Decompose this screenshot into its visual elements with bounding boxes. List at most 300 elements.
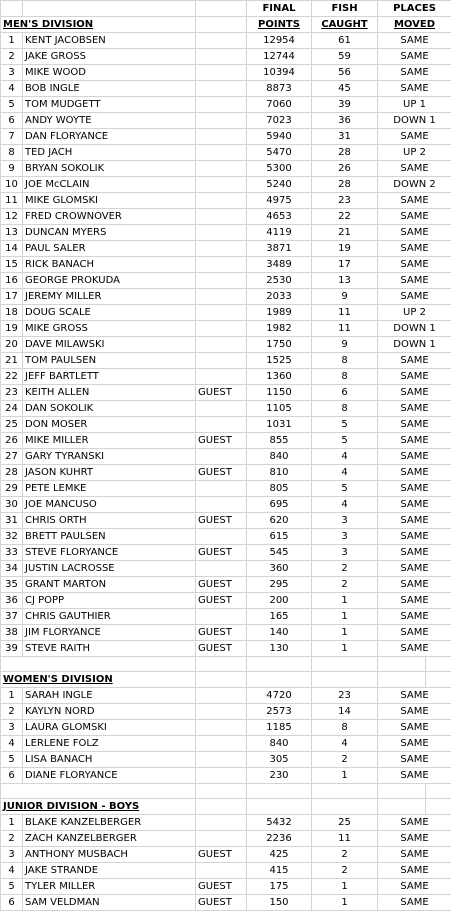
blank-cell	[247, 657, 312, 672]
points-cell: 545	[247, 545, 312, 561]
name-cell: BRETT PAULSEN	[23, 529, 196, 545]
name-cell: TOM MUDGETT	[23, 97, 196, 113]
fish-cell: 59	[312, 49, 378, 65]
blank-cell	[426, 799, 451, 815]
rank-cell: 24	[1, 401, 23, 417]
rank-cell: 6	[1, 113, 23, 129]
points-cell: 840	[247, 736, 312, 752]
rank-cell: 39	[1, 641, 23, 657]
guest-cell	[196, 225, 247, 241]
blank-cell	[426, 672, 451, 688]
table-row	[1, 625, 451, 641]
blank-cell	[312, 784, 378, 799]
guest-cell	[196, 353, 247, 369]
points-cell: 2033	[247, 289, 312, 305]
guest-cell	[196, 289, 247, 305]
guest-cell	[196, 177, 247, 193]
fish-cell: 5	[312, 481, 378, 497]
guest-cell	[196, 815, 247, 831]
table-row	[1, 305, 451, 321]
fish-cell: 1	[312, 609, 378, 625]
table-row	[1, 736, 451, 752]
rank-cell: 8	[1, 145, 23, 161]
header-blank-cell	[1, 1, 23, 17]
guest-cell	[196, 305, 247, 321]
moved-cell: SAME	[378, 449, 451, 465]
name-cell: GRANT MARTON	[23, 577, 196, 593]
name-cell: SARAH INGLE	[23, 688, 196, 704]
rank-cell: 4	[1, 81, 23, 97]
guest-cell	[196, 65, 247, 81]
blank-cell	[312, 657, 378, 672]
guest-cell	[196, 561, 247, 577]
name-cell: KENT JACOBSEN	[23, 33, 196, 49]
moved-cell: SAME	[378, 577, 451, 593]
blank-cell	[378, 784, 426, 799]
table-row	[1, 481, 451, 497]
guest-cell: GUEST	[196, 879, 247, 895]
rank-cell: 33	[1, 545, 23, 561]
guest-cell: GUEST	[196, 545, 247, 561]
moved-cell: DOWN 1	[378, 113, 451, 129]
table-row	[1, 895, 451, 911]
table-row	[1, 768, 451, 784]
moved-cell: SAME	[378, 497, 451, 513]
section-title: JUNIOR DIVISION - BOYS	[1, 799, 196, 815]
table-row	[1, 321, 451, 337]
table-row	[1, 257, 451, 273]
moved-cell: SAME	[378, 433, 451, 449]
moved-cell: SAME	[378, 49, 451, 65]
fish-cell: 2	[312, 561, 378, 577]
rank-cell: 2	[1, 831, 23, 847]
guest-cell	[196, 33, 247, 49]
fish-cell: 56	[312, 65, 378, 81]
name-cell: MIKE GLOMSKI	[23, 193, 196, 209]
name-cell: JUSTIN LACROSSE	[23, 561, 196, 577]
fish-cell: 19	[312, 241, 378, 257]
table-row	[1, 545, 451, 561]
rank-cell: 9	[1, 161, 23, 177]
rank-cell: 1	[1, 815, 23, 831]
fish-cell: 1	[312, 593, 378, 609]
rank-cell: 4	[1, 736, 23, 752]
blank-cell	[378, 672, 426, 688]
points-cell: 7060	[247, 97, 312, 113]
fish-cell: 31	[312, 129, 378, 145]
name-cell: DAN SOKOLIK	[23, 401, 196, 417]
fish-cell: 25	[312, 815, 378, 831]
guest-cell	[196, 768, 247, 784]
name-cell: CHRIS GAUTHIER	[23, 609, 196, 625]
moved-cell: SAME	[378, 193, 451, 209]
name-cell: FRED CROWNOVER	[23, 209, 196, 225]
rank-cell: 34	[1, 561, 23, 577]
header-row-2	[1, 17, 451, 33]
name-cell: JOE McCLAIN	[23, 177, 196, 193]
rank-cell: 16	[1, 273, 23, 289]
guest-cell: GUEST	[196, 513, 247, 529]
fish-cell: 2	[312, 847, 378, 863]
guest-cell: GUEST	[196, 465, 247, 481]
name-cell: PAUL SALER	[23, 241, 196, 257]
moved-cell: SAME	[378, 863, 451, 879]
rank-cell: 32	[1, 529, 23, 545]
table-row	[1, 33, 451, 49]
moved-cell: SAME	[378, 257, 451, 273]
guest-cell: GUEST	[196, 577, 247, 593]
name-cell: DOUG SCALE	[23, 305, 196, 321]
moved-cell: SAME	[378, 720, 451, 736]
table-row	[1, 417, 451, 433]
guest-cell	[196, 688, 247, 704]
points-cell: 295	[247, 577, 312, 593]
name-cell: KEITH ALLEN	[23, 385, 196, 401]
points-cell: 2530	[247, 273, 312, 289]
guest-cell	[196, 241, 247, 257]
guest-cell	[196, 369, 247, 385]
table-row	[1, 353, 451, 369]
moved-cell: SAME	[378, 895, 451, 911]
points-cell: 8873	[247, 81, 312, 97]
name-cell: DUNCAN MYERS	[23, 225, 196, 241]
moved-cell: SAME	[378, 641, 451, 657]
fish-header: FISH	[312, 1, 378, 17]
points-cell: 5432	[247, 815, 312, 831]
points-cell: 425	[247, 847, 312, 863]
points-cell: 5940	[247, 129, 312, 145]
name-cell: ANTHONY MUSBACH	[23, 847, 196, 863]
guest-cell	[196, 209, 247, 225]
guest-cell	[196, 113, 247, 129]
moved-cell: SAME	[378, 815, 451, 831]
rank-cell: 5	[1, 752, 23, 768]
moved-cell: SAME	[378, 401, 451, 417]
fish-cell: 28	[312, 145, 378, 161]
points-cell: 3871	[247, 241, 312, 257]
rank-cell: 3	[1, 847, 23, 863]
points-cell: 1185	[247, 720, 312, 736]
guest-cell: GUEST	[196, 385, 247, 401]
fish-cell: 36	[312, 113, 378, 129]
table-row	[1, 513, 451, 529]
rank-cell: 18	[1, 305, 23, 321]
table-row	[1, 641, 451, 657]
rank-cell: 2	[1, 49, 23, 65]
name-cell: SAM VELDMAN	[23, 895, 196, 911]
guest-cell	[196, 145, 247, 161]
guest-cell	[196, 497, 247, 513]
rank-cell: 3	[1, 65, 23, 81]
moved-cell: SAME	[378, 161, 451, 177]
blank-cell	[1, 784, 196, 799]
rank-cell: 25	[1, 417, 23, 433]
fish-cell: 22	[312, 209, 378, 225]
table-row	[1, 241, 451, 257]
table-row	[1, 561, 451, 577]
fish-cell: 8	[312, 369, 378, 385]
rank-cell: 13	[1, 225, 23, 241]
points-cell: 5470	[247, 145, 312, 161]
rank-cell: 30	[1, 497, 23, 513]
moved-cell: UP 2	[378, 305, 451, 321]
table-row	[1, 65, 451, 81]
rank-cell: 37	[1, 609, 23, 625]
table-row	[1, 688, 451, 704]
fish-cell: 8	[312, 720, 378, 736]
moved-cell: SAME	[378, 688, 451, 704]
moved-cell: SAME	[378, 225, 451, 241]
name-cell: BLAKE KANZELBERGER	[23, 815, 196, 831]
blank-cell	[426, 784, 451, 799]
name-cell: JEFF BARTLETT	[23, 369, 196, 385]
guest-cell: GUEST	[196, 433, 247, 449]
fish-cell: 4	[312, 736, 378, 752]
points-cell: 1525	[247, 353, 312, 369]
moved-cell: SAME	[378, 529, 451, 545]
moved-cell: UP 2	[378, 145, 451, 161]
moved-cell: SAME	[378, 768, 451, 784]
guest-cell	[196, 161, 247, 177]
fish-cell: 8	[312, 353, 378, 369]
moved-cell: SAME	[378, 353, 451, 369]
rank-cell: 6	[1, 768, 23, 784]
fish-cell: 1	[312, 895, 378, 911]
table-row	[1, 497, 451, 513]
guest-cell	[196, 129, 247, 145]
table-row	[1, 289, 451, 305]
points-cell: 4653	[247, 209, 312, 225]
name-cell: MIKE WOOD	[23, 65, 196, 81]
standings-body	[1, 1, 451, 911]
table-row	[1, 433, 451, 449]
rank-cell: 3	[1, 720, 23, 736]
name-cell: JAKE STRANDE	[23, 863, 196, 879]
moved-cell: SAME	[378, 513, 451, 529]
blank-cell	[196, 799, 247, 815]
table-row	[1, 593, 451, 609]
moved-cell: SAME	[378, 241, 451, 257]
table-row	[1, 609, 451, 625]
name-cell: GEORGE PROKUDA	[23, 273, 196, 289]
rank-cell: 35	[1, 577, 23, 593]
fish-cell: 1	[312, 625, 378, 641]
name-cell: JASON KUHRT	[23, 465, 196, 481]
moved-cell: SAME	[378, 369, 451, 385]
blank-cell	[247, 799, 312, 815]
moved-cell: DOWN 1	[378, 321, 451, 337]
table-row	[1, 193, 451, 209]
guest-cell	[196, 609, 247, 625]
points-cell: 140	[247, 625, 312, 641]
moved-cell: SAME	[378, 847, 451, 863]
name-cell: GARY TYRANSKI	[23, 449, 196, 465]
fish-cell: 11	[312, 305, 378, 321]
rank-cell: 28	[1, 465, 23, 481]
places-header: PLACES	[378, 1, 451, 17]
moved-cell: SAME	[378, 417, 451, 433]
table-row	[1, 465, 451, 481]
points-cell: 165	[247, 609, 312, 625]
guest-cell	[196, 273, 247, 289]
table-row	[1, 879, 451, 895]
table-row	[1, 337, 451, 353]
table-row	[1, 113, 451, 129]
table-row	[1, 369, 451, 385]
fish-cell: 13	[312, 273, 378, 289]
moved-cell: SAME	[378, 273, 451, 289]
fish-cell: 1	[312, 879, 378, 895]
guest-cell	[196, 401, 247, 417]
points-cell: 1750	[247, 337, 312, 353]
name-cell: DAN FLORYANCE	[23, 129, 196, 145]
guest-cell	[196, 81, 247, 97]
name-cell: MIKE GROSS	[23, 321, 196, 337]
fish-cell: 3	[312, 513, 378, 529]
points-cell: 1031	[247, 417, 312, 433]
blank-cell	[378, 657, 426, 672]
moved-cell: DOWN 2	[378, 177, 451, 193]
header-blank-cell	[23, 1, 196, 17]
caught-header: CAUGHT	[312, 17, 378, 33]
fish-cell: 39	[312, 97, 378, 113]
rank-cell: 21	[1, 353, 23, 369]
guest-cell	[196, 704, 247, 720]
rank-cell: 4	[1, 863, 23, 879]
blank-cell	[426, 657, 451, 672]
rank-cell: 23	[1, 385, 23, 401]
fish-cell: 61	[312, 33, 378, 49]
header-blank-cell	[196, 1, 247, 17]
rank-cell: 5	[1, 97, 23, 113]
points-cell: 360	[247, 561, 312, 577]
points-cell: 130	[247, 641, 312, 657]
moved-cell: SAME	[378, 704, 451, 720]
moved-cell: SAME	[378, 593, 451, 609]
fish-cell: 23	[312, 193, 378, 209]
moved-cell: UP 1	[378, 97, 451, 113]
fish-cell: 5	[312, 417, 378, 433]
moved-cell: SAME	[378, 65, 451, 81]
moved-header: MOVED	[378, 17, 451, 33]
points-cell: 695	[247, 497, 312, 513]
points-cell: 200	[247, 593, 312, 609]
guest-cell	[196, 321, 247, 337]
guest-cell	[196, 736, 247, 752]
fish-cell: 9	[312, 289, 378, 305]
name-cell: TOM PAULSEN	[23, 353, 196, 369]
points-cell: 10394	[247, 65, 312, 81]
guest-cell	[196, 449, 247, 465]
moved-cell: SAME	[378, 481, 451, 497]
name-cell: MIKE MILLER	[23, 433, 196, 449]
blank-cell	[378, 799, 426, 815]
guest-cell: GUEST	[196, 895, 247, 911]
table-row	[1, 81, 451, 97]
name-cell: JAKE GROSS	[23, 49, 196, 65]
blank-cell	[196, 672, 247, 688]
section-title: WOMEN'S DIVISION	[1, 672, 196, 688]
guest-cell	[196, 831, 247, 847]
points-cell: 840	[247, 449, 312, 465]
points-cell: 1360	[247, 369, 312, 385]
name-cell: TYLER MILLER	[23, 879, 196, 895]
table-row	[1, 177, 451, 193]
moved-cell: SAME	[378, 545, 451, 561]
fish-cell: 9	[312, 337, 378, 353]
name-cell: BRYAN SOKOLIK	[23, 161, 196, 177]
fish-cell: 23	[312, 688, 378, 704]
name-cell: CHRIS ORTH	[23, 513, 196, 529]
guest-cell: GUEST	[196, 593, 247, 609]
rank-cell: 22	[1, 369, 23, 385]
points-cell: 1989	[247, 305, 312, 321]
fish-cell: 4	[312, 497, 378, 513]
points-cell: 3489	[247, 257, 312, 273]
table-row	[1, 529, 451, 545]
table-row	[1, 401, 451, 417]
moved-cell: SAME	[378, 736, 451, 752]
guest-cell: GUEST	[196, 641, 247, 657]
fish-cell: 17	[312, 257, 378, 273]
table-row	[1, 704, 451, 720]
name-cell: PETE LEMKE	[23, 481, 196, 497]
rank-cell: 6	[1, 895, 23, 911]
name-cell: CJ POPP	[23, 593, 196, 609]
fish-cell: 3	[312, 529, 378, 545]
fish-cell: 4	[312, 465, 378, 481]
table-row	[1, 49, 451, 65]
moved-cell: SAME	[378, 465, 451, 481]
moved-cell: SAME	[378, 609, 451, 625]
points-cell: 620	[247, 513, 312, 529]
fish-cell: 4	[312, 449, 378, 465]
moved-cell: SAME	[378, 289, 451, 305]
guest-cell	[196, 417, 247, 433]
table-row	[1, 847, 451, 863]
fish-cell: 28	[312, 177, 378, 193]
guest-cell	[196, 863, 247, 879]
table-row	[1, 273, 451, 289]
blank-cell	[312, 672, 378, 688]
name-cell: BOB INGLE	[23, 81, 196, 97]
fish-cell: 2	[312, 752, 378, 768]
fish-cell: 14	[312, 704, 378, 720]
moved-cell: SAME	[378, 752, 451, 768]
points-cell: 2573	[247, 704, 312, 720]
fish-cell: 2	[312, 577, 378, 593]
fish-cell: 11	[312, 321, 378, 337]
blank-cell	[247, 672, 312, 688]
spacer-row	[1, 657, 451, 672]
rank-cell: 2	[1, 704, 23, 720]
name-cell: LAURA GLOMSKI	[23, 720, 196, 736]
moved-cell: SAME	[378, 129, 451, 145]
fish-cell: 26	[312, 161, 378, 177]
table-row	[1, 752, 451, 768]
points-cell: 4119	[247, 225, 312, 241]
rank-cell: 36	[1, 593, 23, 609]
fish-cell: 2	[312, 863, 378, 879]
points-cell: 5240	[247, 177, 312, 193]
points-cell: 415	[247, 863, 312, 879]
name-cell: JOE MANCUSO	[23, 497, 196, 513]
rank-cell: 11	[1, 193, 23, 209]
header-blank-cell	[196, 17, 247, 33]
guest-cell	[196, 481, 247, 497]
points-cell: 2236	[247, 831, 312, 847]
name-cell: DON MOSER	[23, 417, 196, 433]
